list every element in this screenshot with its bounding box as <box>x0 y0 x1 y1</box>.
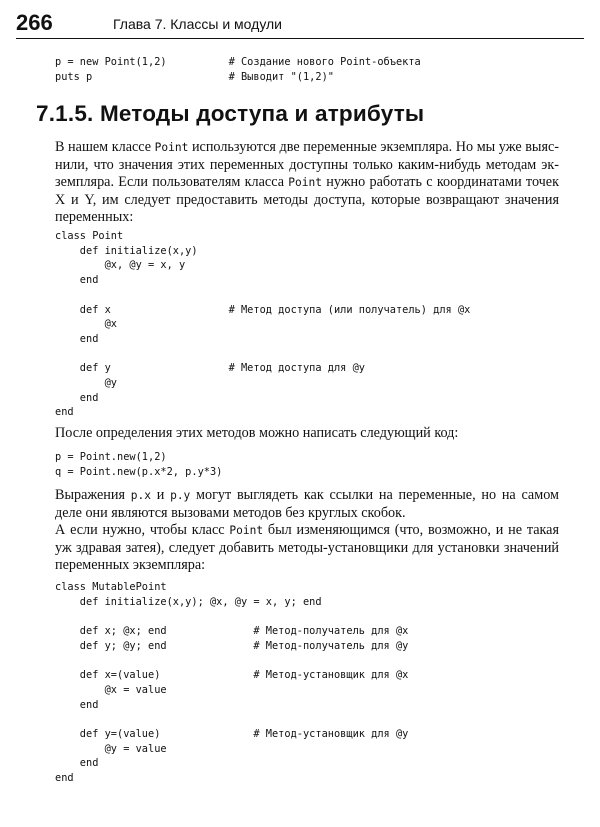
code-block-mutable-point: class MutablePoint def initialize(x,y); @x, @y = x, y; end def x; @x; end # Метод-получатель для @x def y; @y; end # Метод-получатель для @y def x=(value) # Метод-установщик для @x @x = value end def y=(value) # Метод-установщик для @y @y = value end end <box>55 581 409 785</box>
section-title: 7.1.5. Методы доступа и атрибуты <box>36 101 425 126</box>
chapter-title: Глава 7. Классы и модули <box>113 16 282 32</box>
paragraph-4: А если нужно, чтобы класс Point был изменяющимся (что, возможно, и не такая уж здравая затея), следует добавить методы-установщики для установки значений переменных экземпляра: <box>55 522 560 573</box>
paragraph-2: После определения этих методов можно написать следующий код: <box>55 425 459 441</box>
page-header <box>16 8 584 39</box>
code-block-intro: p = new Point(1,2) # Создание нового Point-объекта puts p # Выводит "(1,2)" <box>55 56 421 83</box>
code-block-usage: p = Point.new(1,2) q = Point.new(p.x*2, p.y*3) <box>55 451 223 478</box>
code-block-point-class: class Point def initialize(x,y) @x, @y = x, y end def x # Метод доступа (или получатель) для @x @x end def y # Метод доступа для @y @y end end <box>55 230 471 419</box>
paragraph-1: В нашем классе Point используются две переменные экземпляра. Но мы уже выяснили, что значения этих переменных доступны только каким-нибудь методам экземпляра. Если пользователям класса Point нужно работать с координатами точек X и Y, им следует предоставить методы доступа, которые возвращают значения переменных: <box>55 139 560 225</box>
paragraph-3: Выражения p.x и p.y могут выглядеть как ссылки на переменные, но на самом деле они являются вызовами методов без круглых скобок. <box>55 487 560 521</box>
page-number: 266 <box>16 10 53 35</box>
